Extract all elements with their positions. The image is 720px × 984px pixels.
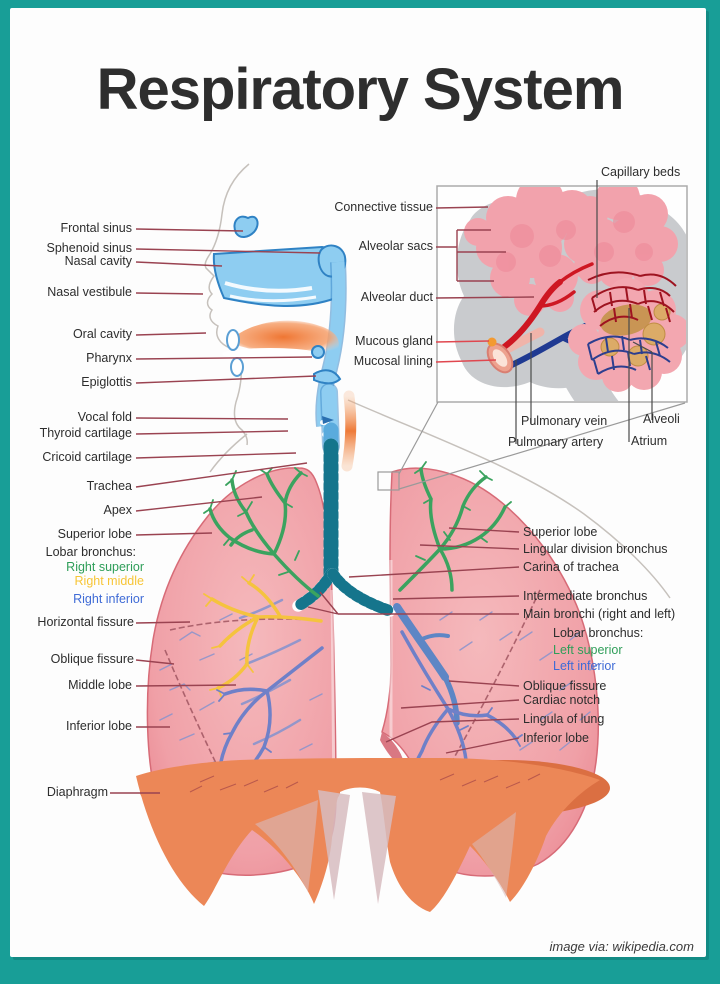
label-alveolar-duct: Alveolar duct (360, 290, 433, 304)
label-right-superior: Right superior (66, 560, 144, 574)
label-cardiac-notch: Cardiac notch (523, 693, 601, 707)
diaphragm (136, 758, 610, 912)
label-left-inferior: Left inferior (553, 659, 616, 673)
label-epiglottis: Epiglottis (81, 375, 132, 389)
label-trachea: Trachea (86, 479, 132, 493)
label-lobar-bronchus-left-header: Lobar bronchus: (553, 626, 644, 640)
label-carina-of-trachea: Carina of trachea (523, 560, 619, 574)
label-oral-cavity: Oral cavity (72, 327, 132, 341)
label-apex: Apex (103, 503, 132, 517)
label-vocal-fold: Vocal fold (77, 410, 132, 424)
label-inferior-lobe-left: Inferior lobe (523, 731, 590, 745)
label-capillary-beds: Capillary beds (601, 165, 681, 179)
label-right-middle: Right middle (74, 574, 144, 588)
label-mucous-gland: Mucous gland (355, 334, 433, 348)
label-horizontal-fissure: Horizontal fissure (37, 615, 134, 629)
label-middle-lobe: Middle lobe (68, 678, 132, 692)
label-alveolar-sacs: Alveolar sacs (358, 239, 433, 253)
label-oblique-fissure-right: Oblique fissure (50, 652, 134, 666)
lip-upper (227, 330, 239, 350)
uvula (312, 346, 324, 358)
label-nasal-vestibule: Nasal vestibule (47, 285, 132, 299)
label-left-superior: Left superior (553, 643, 623, 657)
label-thyroid-cartilage: Thyroid cartilage (39, 426, 132, 440)
alveoli-inset (437, 176, 695, 428)
image-credit: image via: wikipedia.com (549, 939, 694, 954)
neck-line (210, 434, 247, 472)
label-inferior-lobe-right: Inferior lobe (65, 719, 132, 733)
esophagus (347, 396, 351, 466)
label-right-inferior: Right inferior (73, 592, 144, 606)
label-lingular-division-bronchus: Lingular division bronchus (523, 542, 668, 556)
label-pulmonary-artery: Pulmonary artery (508, 435, 604, 449)
label-sphenoid-sinus: Sphenoid sinus (46, 241, 132, 255)
label-connective-tissue: Connective tissue (334, 200, 433, 214)
label-lobar-bronchus-right-header: Lobar bronchus: (45, 545, 136, 559)
lip-lower (231, 358, 243, 376)
label-main-bronchi: Main bronchi (right and left) (523, 607, 676, 621)
label-pulmonary-vein: Pulmonary vein (521, 414, 608, 428)
label-oblique-fissure-left: Oblique fissure (523, 679, 607, 693)
label-mucosal-lining: Mucosal lining (353, 354, 433, 368)
frontal-sinus (234, 217, 257, 237)
label-atrium: Atrium (631, 434, 668, 448)
label-cricoid-cartilage: Cricoid cartilage (42, 450, 132, 464)
face-profile (205, 164, 249, 445)
label-alveoli: Alveoli (643, 412, 680, 426)
label-intermediate-bronchus: Intermediate bronchus (523, 589, 648, 603)
page-title: Respiratory System (96, 57, 624, 122)
label-pharynx: Pharynx (86, 351, 132, 365)
label-superior-lobe-left: Superior lobe (523, 525, 598, 539)
label-diaphragm: Diaphragm (46, 785, 108, 799)
label-nasal-cavity: Nasal cavity (64, 254, 132, 268)
label-superior-lobe-right: Superior lobe (57, 527, 132, 541)
label-frontal-sinus: Frontal sinus (60, 221, 132, 235)
label-lingula-of-lung: Lingula of lung (523, 712, 605, 726)
mucous-gland-dot (488, 338, 497, 347)
